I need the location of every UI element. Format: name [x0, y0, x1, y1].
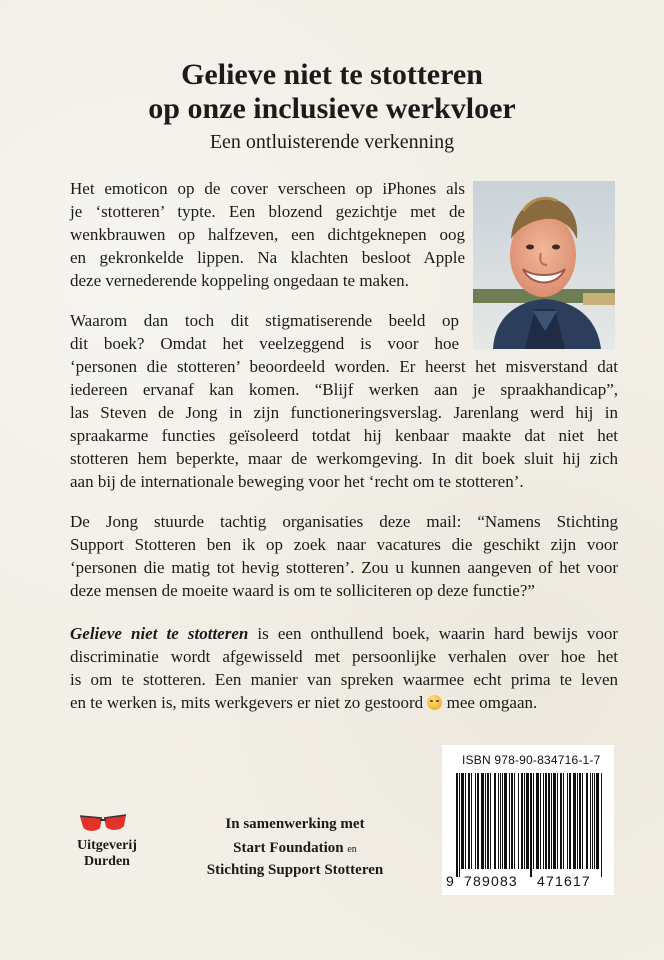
barcode-bar: [518, 773, 519, 869]
barcode-bar: [502, 773, 503, 869]
barcode-bar: [545, 773, 547, 869]
paragraph-1-line: deze vernederende koppeling ongedaan te maken.: [70, 271, 409, 290]
partner-stichting-support-stotteren: Stichting Support Stotteren: [206, 862, 384, 878]
barcode-bar: [511, 773, 513, 869]
barcode-bar: [475, 773, 476, 869]
barcode-bar: [471, 773, 472, 869]
barcode-bar: [487, 773, 489, 869]
barcode-bar: [524, 773, 525, 869]
publisher-name-line1: Uitgeverij: [77, 838, 137, 853]
paragraph-4-text: mee omgaan.: [442, 693, 538, 712]
barcode-bar: [494, 773, 496, 869]
barcode-bar: [601, 773, 602, 877]
paragraph-3-line: deze mensen de moeite waard is om te solliciteren op deze functie?”: [70, 581, 535, 600]
isbn-barcode: [442, 745, 614, 895]
barcode-digits-right: 471617: [537, 873, 591, 889]
barcode-bar: [500, 773, 501, 869]
partner-start-foundation: Start Foundation: [233, 840, 344, 856]
sunglasses-logo-icon: [78, 812, 128, 834]
barcode-bar: [577, 773, 578, 869]
paragraph-1-line: en gekronkelde lippen. Na klachten besloot Apple: [70, 248, 465, 267]
barcode-bar: [582, 773, 583, 869]
book-title-line2: op onze inclusieve werkvloer: [148, 92, 516, 125]
barcode-bar: [526, 773, 529, 869]
barcode-bar: [592, 773, 593, 869]
paragraph-3-line: De Jong stuurde tachtig organisaties deze mail: “Namens Stichting: [70, 512, 618, 531]
barcode-bar: [548, 773, 550, 869]
barcode-bar: [563, 773, 564, 869]
paragraph-4-line: discriminatie wordt afgewisseld met persoonlijke verhalen over hoe het: [70, 647, 618, 666]
barcode-bar: [543, 773, 544, 869]
barcode-bar: [551, 773, 552, 869]
barcode-bar: [530, 773, 532, 877]
paragraph-1-line: wenkbrauwen op halfzeven, een dichtgeknepen oog: [70, 225, 465, 244]
partner-line-start-foundation: [180, 838, 410, 860]
barcode-bar: [553, 773, 556, 869]
paragraph-4-text: en te werken is, mits werkgevers er niet zo gestoord: [70, 693, 428, 712]
barcode-bar: [590, 773, 591, 869]
paragraph-2-line: dit boek? Omdat het veelzeggend is voor hoe: [70, 334, 459, 353]
barcode-bar: [461, 773, 464, 869]
paragraph-3-line: ‘personen die matig tot hevig stotteren’. Zou u kunnen aangeven of het voor: [70, 558, 618, 577]
paragraph-4-line: is om te stotteren. Een manier van spreken waarmee echt prima te leven: [70, 670, 618, 689]
paragraph-3-line: Support Stotteren ben ik op zoek naar vacatures die geschikt zijn voor: [70, 535, 618, 554]
barcode-bar: [560, 773, 562, 869]
barcode-bar: [573, 773, 576, 869]
barcode-bar: [533, 773, 534, 869]
barcode-bar: [509, 773, 510, 869]
book-title-line1: Gelieve niet te stotteren: [181, 58, 483, 91]
barcode-bar: [579, 773, 581, 869]
publisher-name-line2: Durden: [84, 854, 130, 869]
barcode-bar: [465, 773, 466, 869]
paragraph-2-line: ‘personen die stotteren’ beoordeeld worden. Er heerst het misverstand dat: [70, 357, 618, 376]
partner-conjunction: en: [347, 844, 357, 855]
barcode-bar: [540, 773, 541, 869]
paragraph-1-line: Het emoticon op de cover verscheen op iPhones als: [70, 179, 465, 198]
barcode-bar: [481, 773, 484, 869]
book-subtitle: Een ontluisterende verkenning: [209, 131, 455, 153]
paragraph-2-line: iedereen ervanaf kan komen. “Blijf werken aan je spraakhandicap”,: [70, 380, 618, 399]
partners-intro: In samenwerking met: [225, 816, 365, 832]
barcode-bar: [468, 773, 470, 869]
book-title-inline: Gelieve niet te stotteren: [70, 624, 249, 643]
barcode-bars: [456, 773, 606, 877]
barcode-bar: [459, 773, 460, 877]
barcode-bar: [569, 773, 571, 869]
paragraph-2-line: Waarom dan toch dit stigmatiserende beeld op: [70, 311, 459, 330]
barcode-bar: [567, 773, 568, 869]
barcode-digits-left: 789083: [464, 873, 518, 889]
paragraph-2-line: aan bij de internationale beweging voor het ‘recht om te stotteren’.: [70, 472, 524, 491]
paragraph-2-line: stotteren hem beperkte, maar de werkomgeving. In dit boek sluit hij zich: [70, 449, 618, 468]
paragraph-4-line: [70, 623, 618, 645]
paragraph-4-text: is een onthullend boek, waarin hard bewijs voor: [248, 624, 618, 643]
barcode-bar: [498, 773, 499, 869]
barcode-bar: [521, 773, 523, 869]
isbn-number: ISBN 978-90-834716-1-7: [462, 753, 601, 767]
paragraph-1-line: je ‘stotteren’ typte. Een blozend gezichtje met de: [70, 202, 465, 221]
barcode-bar: [485, 773, 486, 869]
author-photo: [473, 181, 615, 349]
paragraph-2-line: las Steven de Jong in zijn functioneringsverslag. Jarenlang werd hij in: [70, 403, 618, 422]
barcode-bar: [594, 773, 595, 869]
barcode-bar: [477, 773, 479, 869]
barcode-bar: [586, 773, 588, 869]
barcode-bar: [490, 773, 491, 869]
barcode-digit-first: 9: [446, 873, 455, 889]
barcode-bar: [456, 773, 458, 877]
paragraph-4-line: [70, 692, 618, 714]
barcode-bar: [536, 773, 539, 869]
paragraph-2-line: spraakarme functies geïsoleerd totdat hij kenbaar maakte dat niet het: [70, 426, 618, 445]
stutter-emoji-icon: [427, 695, 442, 710]
barcode-bar: [557, 773, 558, 869]
barcode-bar: [514, 773, 515, 869]
barcode-bar: [596, 773, 599, 869]
barcode-bar: [504, 773, 507, 869]
